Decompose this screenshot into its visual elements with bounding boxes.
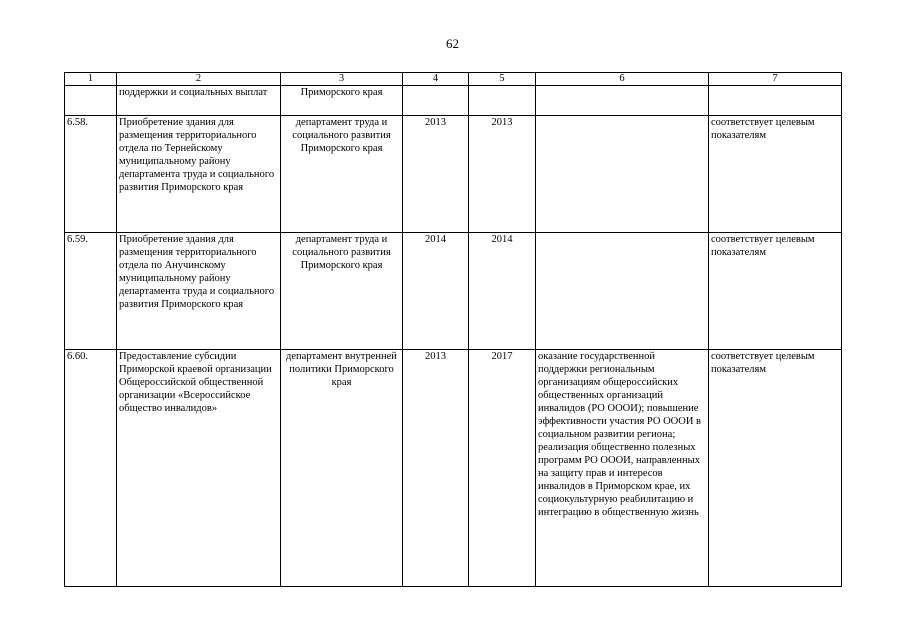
program-table [64, 72, 842, 587]
end-year [469, 86, 536, 116]
row-number: 6.59. [65, 233, 117, 350]
row-number: 6.58. [65, 116, 117, 233]
relation-to-indicators: соответствует целевым показателям [709, 233, 842, 350]
measure-name: Приобретение здания для размещения территориального отдела по Анучинскому муниципальному району департамента труда и социального развития Приморского края [117, 233, 281, 350]
table-row [65, 233, 842, 350]
executor: Приморского края [281, 86, 403, 116]
start-year: 2013 [403, 116, 469, 233]
executor: департамент внутренней политики Приморского края [281, 350, 403, 587]
header-row [65, 73, 842, 86]
header-col-5: 5 [469, 73, 536, 86]
header-col-4: 4 [403, 73, 469, 86]
table-row [65, 86, 842, 116]
row-number: 6.60. [65, 350, 117, 587]
executor: департамент труда и социального развития Приморского края [281, 233, 403, 350]
relation-to-indicators: соответствует целевым показателям [709, 350, 842, 587]
measure-name: Приобретение здания для размещения территориального отдела по Тернейскому муниципальному району департамента труда и социального развития Приморского края [117, 116, 281, 233]
row-number [65, 86, 117, 116]
header-col-3: 3 [281, 73, 403, 86]
header-col-2: 2 [117, 73, 281, 86]
relation-to-indicators [709, 86, 842, 116]
expected-result: оказание государственной поддержки региональным организациям общероссийских общественных организаций инвалидов (РО ОООИ); повышение эффективности участия РО ОООИ в социальном развитии региона; реализация общественно полезных программ РО ОООИ, направленных на защиту прав и интересов инвалидов в Приморском крае, их социокультурную реабилитацию и интеграцию в общественную жизнь [536, 350, 709, 587]
end-year: 2017 [469, 350, 536, 587]
measure-name: Предоставление субсидии Приморской краевой организации Общероссийской общественной организации «Всероссийское общество инвалидов» [117, 350, 281, 587]
table-row [65, 350, 842, 587]
end-year: 2014 [469, 233, 536, 350]
start-year: 2014 [403, 233, 469, 350]
page-number: 62 [446, 36, 459, 51]
start-year: 2013 [403, 350, 469, 587]
expected-result [536, 86, 709, 116]
executor: департамент труда и социального развития Приморского края [281, 116, 403, 233]
header-col-7: 7 [709, 73, 842, 86]
header-col-1: 1 [65, 73, 117, 86]
relation-to-indicators: соответствует целевым показателям [709, 116, 842, 233]
measure-name: поддержки и социальных выплат [117, 86, 281, 116]
table-row [65, 116, 842, 233]
expected-result [536, 233, 709, 350]
end-year: 2013 [469, 116, 536, 233]
expected-result [536, 116, 709, 233]
header-col-6: 6 [536, 73, 709, 86]
start-year [403, 86, 469, 116]
